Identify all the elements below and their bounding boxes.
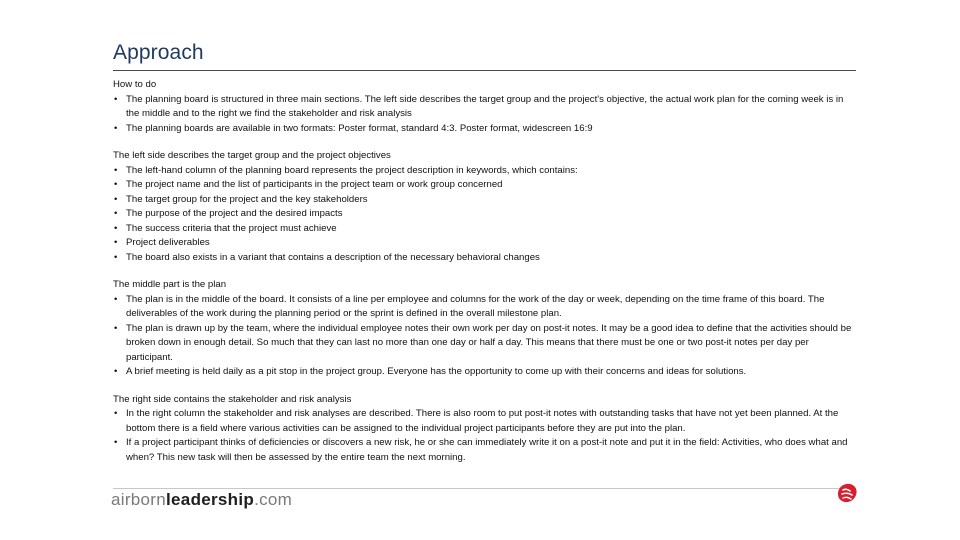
section-how-to-do — [113, 78, 858, 136]
list-item: • The target group for the project and the key stakeholders — [113, 193, 858, 208]
list-item: • In the right column the stakeholder and risk analyses are described. There is also room to put post-it notes with outstanding tasks that have not yet been planned. At the bottom there is a field where various activities can be assigned to the individual project participants before they are put into the plan. — [113, 407, 858, 436]
list-item: • Project deliverables — [113, 236, 858, 251]
logo-text-com: .com — [254, 490, 293, 509]
page-title: Approach — [113, 41, 204, 64]
list-item: • A brief meeting is held daily as a pit stop in the project group. Everyone has the opportunity to come up with their concerns and ideas for solutions. — [113, 365, 858, 380]
title-divider — [113, 70, 856, 71]
bullet-list — [113, 293, 858, 380]
section-heading: The middle part is the plan — [113, 279, 227, 290]
logo-text-airborn: airborn — [111, 490, 167, 509]
bullet-list — [113, 407, 858, 465]
footer-divider — [113, 488, 856, 489]
list-item: • The project name and the list of participants in the project team or work group concerned — [113, 178, 858, 193]
section-left-side — [113, 149, 858, 265]
list-item: • The plan is in the middle of the board. It consists of a line per employee and columns for the work of the day or week, depending on the time frame of this board. The deliverables of the work during the planning period or the sprint is defined in the overall milestone plan. — [113, 293, 858, 322]
section-right-side — [113, 393, 858, 466]
airbornleadership-logo — [111, 490, 292, 510]
section-heading: How to do — [113, 79, 157, 90]
logo-text-leadership: leadership — [166, 490, 255, 509]
section-heading: The right side contains the stakeholder and risk analysis — [113, 393, 352, 405]
bullet-list — [113, 164, 858, 266]
list-item: • The success criteria that the project must achieve — [113, 222, 858, 237]
list-item: • The left-hand column of the planning board represents the project description in keywords, which contains: — [113, 164, 858, 179]
content-body — [113, 78, 858, 478]
list-item: • The planning board is structured in three main sections. The left side describes the target group and the project's objective, the actual work plan for the coming week is in the middle and to the right we find the stakeholder and risk analysis — [113, 93, 858, 122]
list-item: • The board also exists in a variant that contains a description of the necessary behavioral changes — [113, 251, 858, 266]
list-item: • The plan is drawn up by the team, where the individual employee notes their own work per day on post-it notes. It may be a good idea to define that the activities should be broken down in enough detail. So much that they can last no more than one day or half a day. This means that there must be one or two post-it notes per day per participant. — [113, 322, 858, 366]
section-heading: The left side describes the target group and the project objectives — [113, 150, 391, 161]
red-leaf-logo-icon — [834, 480, 860, 506]
list-item: • The planning boards are available in two formats: Poster format, standard 4:3. Poster format, widescreen 16:9 — [113, 122, 858, 137]
section-middle-part — [113, 278, 858, 380]
list-item: • If a project participant thinks of deficiencies or discovers a new risk, he or she can immediately write it on a post-it note and put it in the field: Activities, who does what and when? This new task will then be assessed by the entire team the next morning. — [113, 436, 858, 465]
bullet-list — [113, 93, 858, 137]
list-item: • The purpose of the project and the desired impacts — [113, 207, 858, 222]
